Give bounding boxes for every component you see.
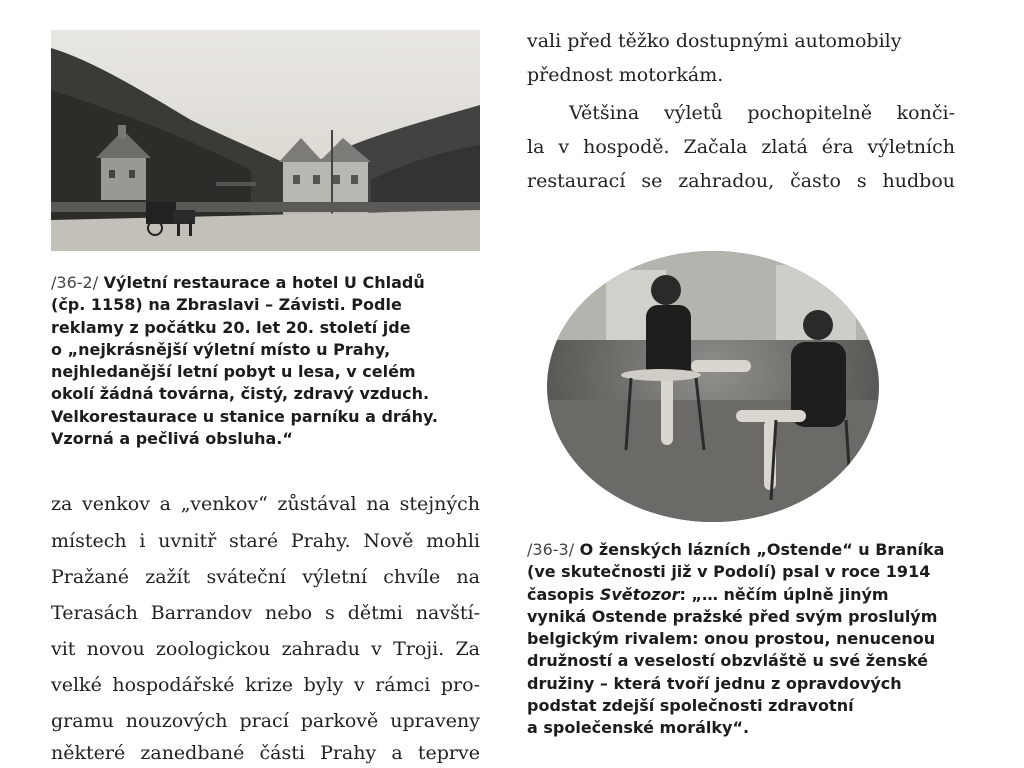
caption-line: Velkorestaurace u stanice parníku a dráhy.	[51, 406, 439, 426]
body-right-line-3: Většina výletů pochopitelně konči-	[569, 102, 955, 124]
body-left-line-5: vit novou zoologickou zahradu v Troji. Za	[51, 638, 480, 660]
caption-line: (ve skutečnosti již v Podolí) psal v roce 1914	[527, 562, 931, 582]
caption-line	[527, 539, 967, 561]
caption-line: Vzorná a pečlivá obsluha.“	[51, 429, 293, 449]
caption-line: družností a veselostí obzvláště u své ženské	[527, 651, 928, 671]
caption-line	[527, 584, 967, 606]
body-right-line-1: vali před těžko dostupnými automobily	[527, 30, 902, 52]
caption-text: : „… něčím úplně jiným	[679, 584, 889, 604]
body-left-line-4: Terasách Barrandov nebo s dětmi navští-	[51, 602, 480, 624]
photo-villa-restaurant-image	[51, 30, 480, 251]
body-left-line-8: některé zanedbané části Prahy a teprve	[51, 742, 480, 764]
caption-line: nejhledanější letní pobyt u lesa, v celém	[51, 362, 416, 382]
caption-36-2	[51, 272, 471, 450]
caption-line: reklamy z počátku 20. let 20. století jde	[51, 317, 411, 337]
caption-text: Výletní restaurace a hotel U Chladů	[103, 273, 425, 292]
body-right-line-4: la v hospodě. Začala zlatá éra výletních	[527, 136, 955, 158]
caption-number: /36-3/	[527, 540, 575, 559]
body-left-line-1: za venkov a „venkov“ zůstával na stejných	[51, 493, 480, 515]
caption-line: vyniká Ostende pražské před svým proslulým	[527, 606, 938, 626]
caption-line: družiny – která tvoří jednu z opravdových	[527, 673, 902, 693]
body-right-line-2: přednost motorkám.	[527, 64, 724, 86]
caption-number: /36-2/	[51, 273, 99, 292]
photo-ostende-women	[546, 250, 880, 523]
photo-ostende-image	[546, 250, 880, 523]
magazine-title: Světozor	[599, 584, 680, 604]
caption-line: podstat zdejší společnosti zdravotní	[527, 696, 854, 716]
body-left-line-6: velké hospodářské krize byly v rámci pro-	[51, 674, 480, 696]
caption-line	[51, 272, 471, 294]
caption-line: a společenské morálky“.	[527, 718, 750, 738]
body-left-line-2: místech i uvnitř staré Prahy. Nově mohli	[51, 530, 480, 552]
caption-text: časopis	[527, 584, 600, 604]
caption-line: o „nejkrásnější výletní místo u Prahy,	[51, 339, 391, 359]
body-left-line-3: Pražané zažít sváteční výletní chvíle na	[51, 566, 480, 588]
caption-36-3	[527, 539, 967, 740]
caption-line: belgickým rivalem: onou prostou, nenucenou	[527, 629, 936, 649]
caption-line: (čp. 1158) na Zbraslavi – Závisti. Podle	[51, 295, 402, 315]
body-right-line-5: restaurací se zahradou, často s hudbou	[527, 170, 955, 192]
body-left-line-7: gramu nouzových prací parkově upraveny	[51, 710, 480, 732]
caption-text: O ženských lázních „Ostende“ u Braníka	[579, 540, 945, 559]
photo-villa-restaurant	[51, 30, 480, 251]
caption-line: okolí žádná továrna, čistý, zdravý vzduch.	[51, 384, 430, 404]
